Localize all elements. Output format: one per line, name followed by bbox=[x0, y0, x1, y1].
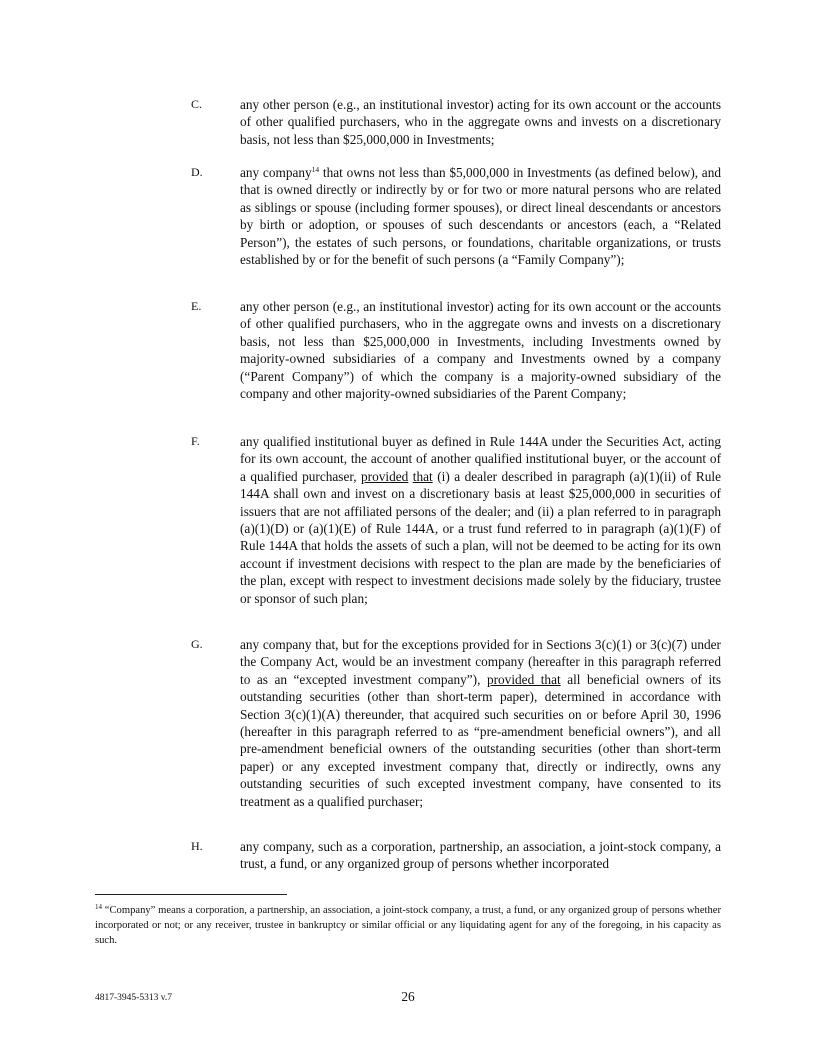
item-text-rest: (i) a dealer described in paragraph (a)(1)(ii) of Rule 144A shall own and invest on a discretionary basis at least $25,000,000 in securities of issuers that are not affiliated persons of the dealer; and (ii) a plan referred to in paragraph (a)(1)(D) or (a)(1)(E) of Rule 144A, or a trust fund referred to in paragraph (a)(1)(F) of Rule 144A that holds the assets of such a plan, will not be deemed to be acting for its own account if investment decisions with respect to the plan are made by the beneficiaries of the plan, except with respect to investment decisions made solely by the fiduciary, trustee or sponsor of such plan; bbox=[240, 468, 721, 606]
item-label: C. bbox=[191, 97, 203, 111]
footnote-separator bbox=[95, 894, 287, 895]
item-label: H. bbox=[191, 839, 203, 853]
item-text: any company, such as a corporation, partnership, an association, a joint-stock company, a trust, a fund, or any organized group of persons whether incorporated bbox=[240, 839, 721, 872]
that-underlined: that bbox=[412, 468, 433, 484]
provided-underlined: provided bbox=[361, 468, 409, 484]
item-text-start: any qualified institutional buyer as defined in Rule 144A under the Securities Act, acting for its own account, the account of another qualified institutional buyer, or the account of a qualified purchaser, bbox=[240, 434, 721, 484]
item-text: any other person (e.g., an institutional investor) acting for its own account or the accounts of other qualified purchasers, who in the aggregate owns and invests on a discretionary basis, not less than $25,000,000 in Investments, including Investments owned by majority-owned subsidiaries of a company and Investments owned by a company (“Parent Company”) of which the company is a majority-owned subsidiary of the company and other majority-owned subsidiaries of the Parent Company; bbox=[240, 299, 721, 402]
footnote-text: “Company” means a corporation, a partnership, an association, a joint-stock company, a trust, a fund, or any organized group of persons whether incorporated or not; or any receiver, trustee in bankruptcy or similar official or any liquidating agent for any of the foregoing, in his capacity as such. bbox=[95, 905, 721, 946]
document-id: 4817-3945-5313 v.7 bbox=[95, 993, 172, 1003]
item-label: D. bbox=[191, 165, 203, 179]
item-label: E. bbox=[191, 299, 202, 313]
provided-that-underlined: provided that bbox=[486, 671, 561, 687]
item-text-rest: all beneficial owners of its outstanding securities (other than short-term paper), determined in accordance with Section 3(c)(1)(A) thereunder, that acquired such securities on or before April 30, 1996 (hereafter in this paragraph referred to as “pre-amendment beneficial owners”), and all pre-amendment beneficial owners of the outstanding securities (other than short-term paper) or any excepted investment company that, directly or indirectly, owns any outstanding securities of such excepted investment company, have consented to its treatment as a qualified purchaser; bbox=[240, 671, 722, 809]
footnote-number: 14 bbox=[95, 903, 102, 911]
item-label: F. bbox=[191, 434, 200, 448]
item-text-start: any company bbox=[240, 165, 312, 180]
footnote-ref: 14 bbox=[311, 165, 320, 174]
item-text bbox=[240, 164, 721, 268]
footnote bbox=[95, 903, 721, 948]
item-text bbox=[240, 433, 721, 607]
item-text bbox=[240, 636, 721, 810]
item-text-start: any company that, but for the exceptions provided for in Sections 3(c)(1) or 3(c)(7) under the Company Act, would be an investment company (hereafter in this paragraph referred to as an “excepted investment company”), bbox=[240, 637, 721, 687]
item-text-rest: that owns not less than $5,000,000 in Investments (as defined below), and that is owned directly or indirectly by or for two or more natural persons who are related as siblings or spouse (including former spouses), or direct lineal descendants or ancestors by birth or adoption, or spouses of such descendants or ancestors (each, a “Related Person”), the estates of such persons, or foundations, charitable organizations, or trusts established by or for the benefit of such persons (a “Family Company”); bbox=[240, 165, 721, 268]
item-text: any other person (e.g., an institutional investor) acting for its own account or the accounts of other qualified purchasers, who in the aggregate owns and invests on a discretionary basis, not less than $25,000,000 in Investments; bbox=[240, 97, 721, 147]
item-label: G. bbox=[191, 637, 203, 651]
page-number: 26 bbox=[401, 989, 415, 1004]
